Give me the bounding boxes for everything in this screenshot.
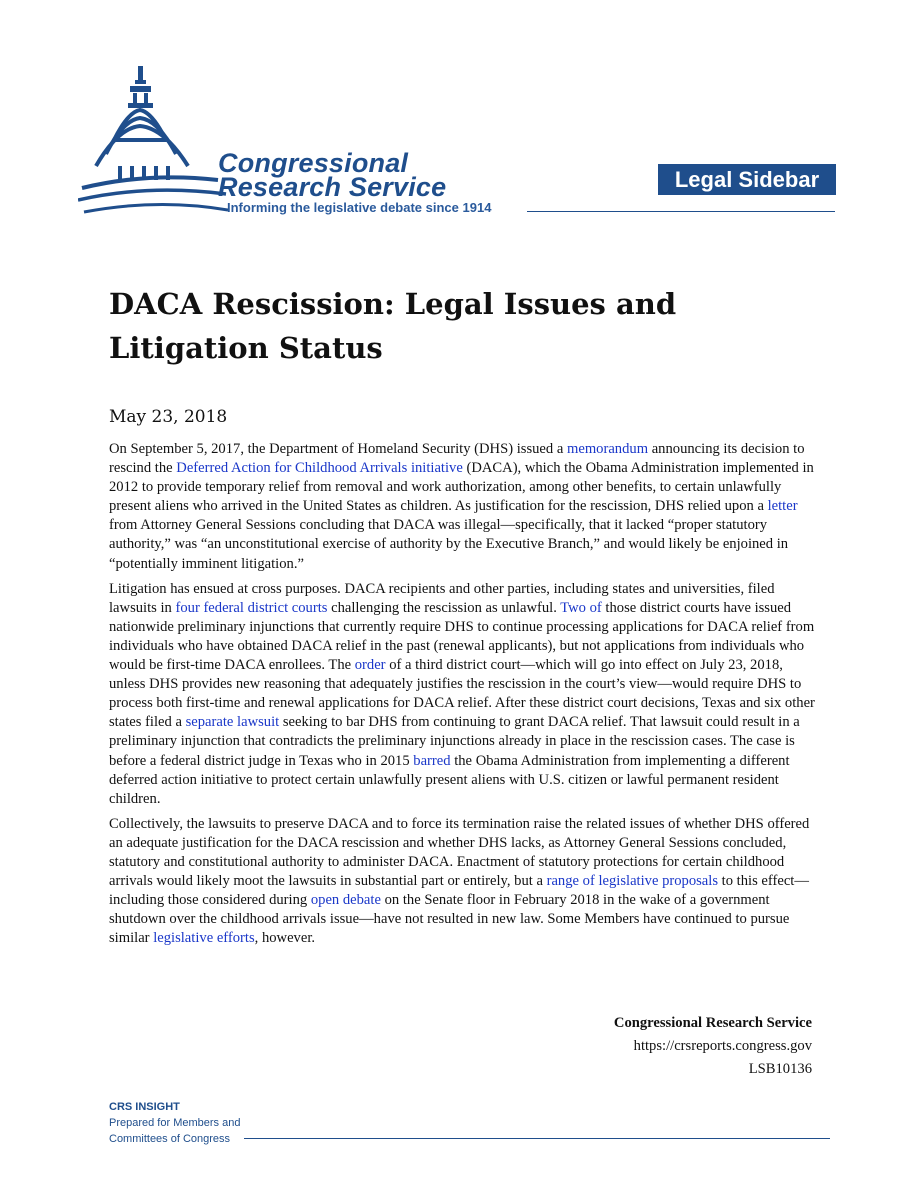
inline-link[interactable]: separate lawsuit [185, 714, 280, 731]
paragraph [109, 580, 815, 809]
inline-link[interactable]: open debate [310, 892, 381, 909]
crs-insight-heading: CRS INSIGHT [109, 1101, 180, 1113]
crs-insight-line-1: Prepared for Members and [109, 1117, 241, 1129]
footer-block [614, 1012, 812, 1081]
body-text: , however. [254, 930, 316, 947]
inline-link[interactable]: order [354, 657, 386, 674]
body-text: seeking to bar DHS from continuing to grant DACA relief. That lawsuit could result in a preliminary injunction that contradicts the preliminary injunctions already in place in the rescission cases. The case is before a federal district judge in Texas who in 2015 [109, 714, 800, 769]
inline-link[interactable]: four federal district courts [175, 599, 328, 616]
inline-link[interactable]: legislative efforts [153, 930, 255, 947]
body-text: from Attorney General Sessions concluding that DACA was illegal—specifically, that it lacked “proper statutory authority,” was “an unconstitutional exercise of authority by the Executive Branch,” and would likely be enjoined in “potentially imminent litigation.” [109, 517, 789, 572]
inline-link[interactable]: Two of [560, 599, 602, 616]
capitol-dome-icon [78, 62, 228, 222]
logo-tagline: Informing the legislative debate since 1914 [227, 200, 492, 215]
report-code: LSB10136 [748, 1061, 812, 1077]
body-text: On September 5, 2017, the Department of Homeland Security (DHS) issued a [109, 441, 567, 457]
body-text: Litigation has ensued at cross purposes. DACA recipients and other parties, including states and universities, filed lawsuits in [109, 580, 775, 616]
page-title: DACA Rescission: Legal Issues and Litigation Status [109, 287, 677, 365]
body-text: to this effect—including those considered during [109, 873, 809, 909]
paragraph [109, 815, 815, 949]
inline-link[interactable]: range of legislative proposals [546, 873, 719, 890]
publication-date: May 23, 2018 [109, 407, 228, 427]
logo-line-1: Congressional [218, 148, 409, 178]
inline-link[interactable]: Deferred Action for Childhood Arrivals initiative [176, 460, 463, 477]
body-text: Collectively, the lawsuits to preserve DACA and to force its termination raise the related issues of whether DHS offered an adequate justification for the DACA rescission and whether DHS lacks, as Attorney General Sessions concluded, statutory and constitutional authority to administer DACA. Enactment of statutory protections for certain childhood arrivals would likely moot the lawsuits in substantial part or entirely, but a [109, 815, 810, 890]
footer-org: Congressional Research Service [613, 1015, 812, 1031]
inline-link[interactable]: letter [767, 498, 798, 515]
crs-insight-block [109, 1099, 240, 1147]
paragraph [109, 440, 815, 574]
article-body [109, 440, 815, 954]
inline-link[interactable]: barred [413, 752, 451, 769]
body-text: announcing its decision to rescind the [109, 441, 805, 477]
body-text: of a third district court—which will go into effect on July 23, 2018, unless DHS provides new reasoning that adequately justifies the rescission in the court’s view—would require DHS to process both first-time and renewal applications for DACA relief. After these district court decisions, Texas and six other states filed a [109, 657, 815, 731]
body-text: those district courts have issued nationwide preliminary injunctions that currently require DHS to continue processing applications for DACA relief from individuals who have obtained DACA relief in the past (renewal applicants), but not applications from individuals who would be first-time DACA enrollees. The [109, 599, 815, 674]
crs-insight-line-2: Committees of Congress [109, 1133, 231, 1145]
body-text: the Obama Administration from implementing a different deferred action initiative to protect certain unlawfully present aliens with U.S. citizen or lawful permanent resident children. [109, 752, 790, 807]
footer-rule [244, 1138, 830, 1139]
inline-link[interactable]: memorandum [566, 441, 649, 457]
header-rule [527, 211, 835, 212]
footer-url: https://crsreports.congress.gov [633, 1038, 812, 1054]
body-text: on the Senate floor in February 2018 in the wake of a government shutdown over the childhood arrivals issue—have not resulted in new law. Some Members have continued to pursue similar [109, 892, 790, 947]
legal-sidebar-badge: Legal Sidebar [658, 164, 836, 195]
body-text: challenging the rescission as unlawful. [327, 599, 561, 616]
body-text: (DACA), which the Obama Administration implemented in 2012 to provide temporary relief from removal and work authorization, among other benefits, to certain unlawfully present aliens who arrived in the United States as children. As justification for the rescission, DHS relied upon a [109, 460, 814, 515]
logo-line-2: Research Service [218, 172, 447, 202]
